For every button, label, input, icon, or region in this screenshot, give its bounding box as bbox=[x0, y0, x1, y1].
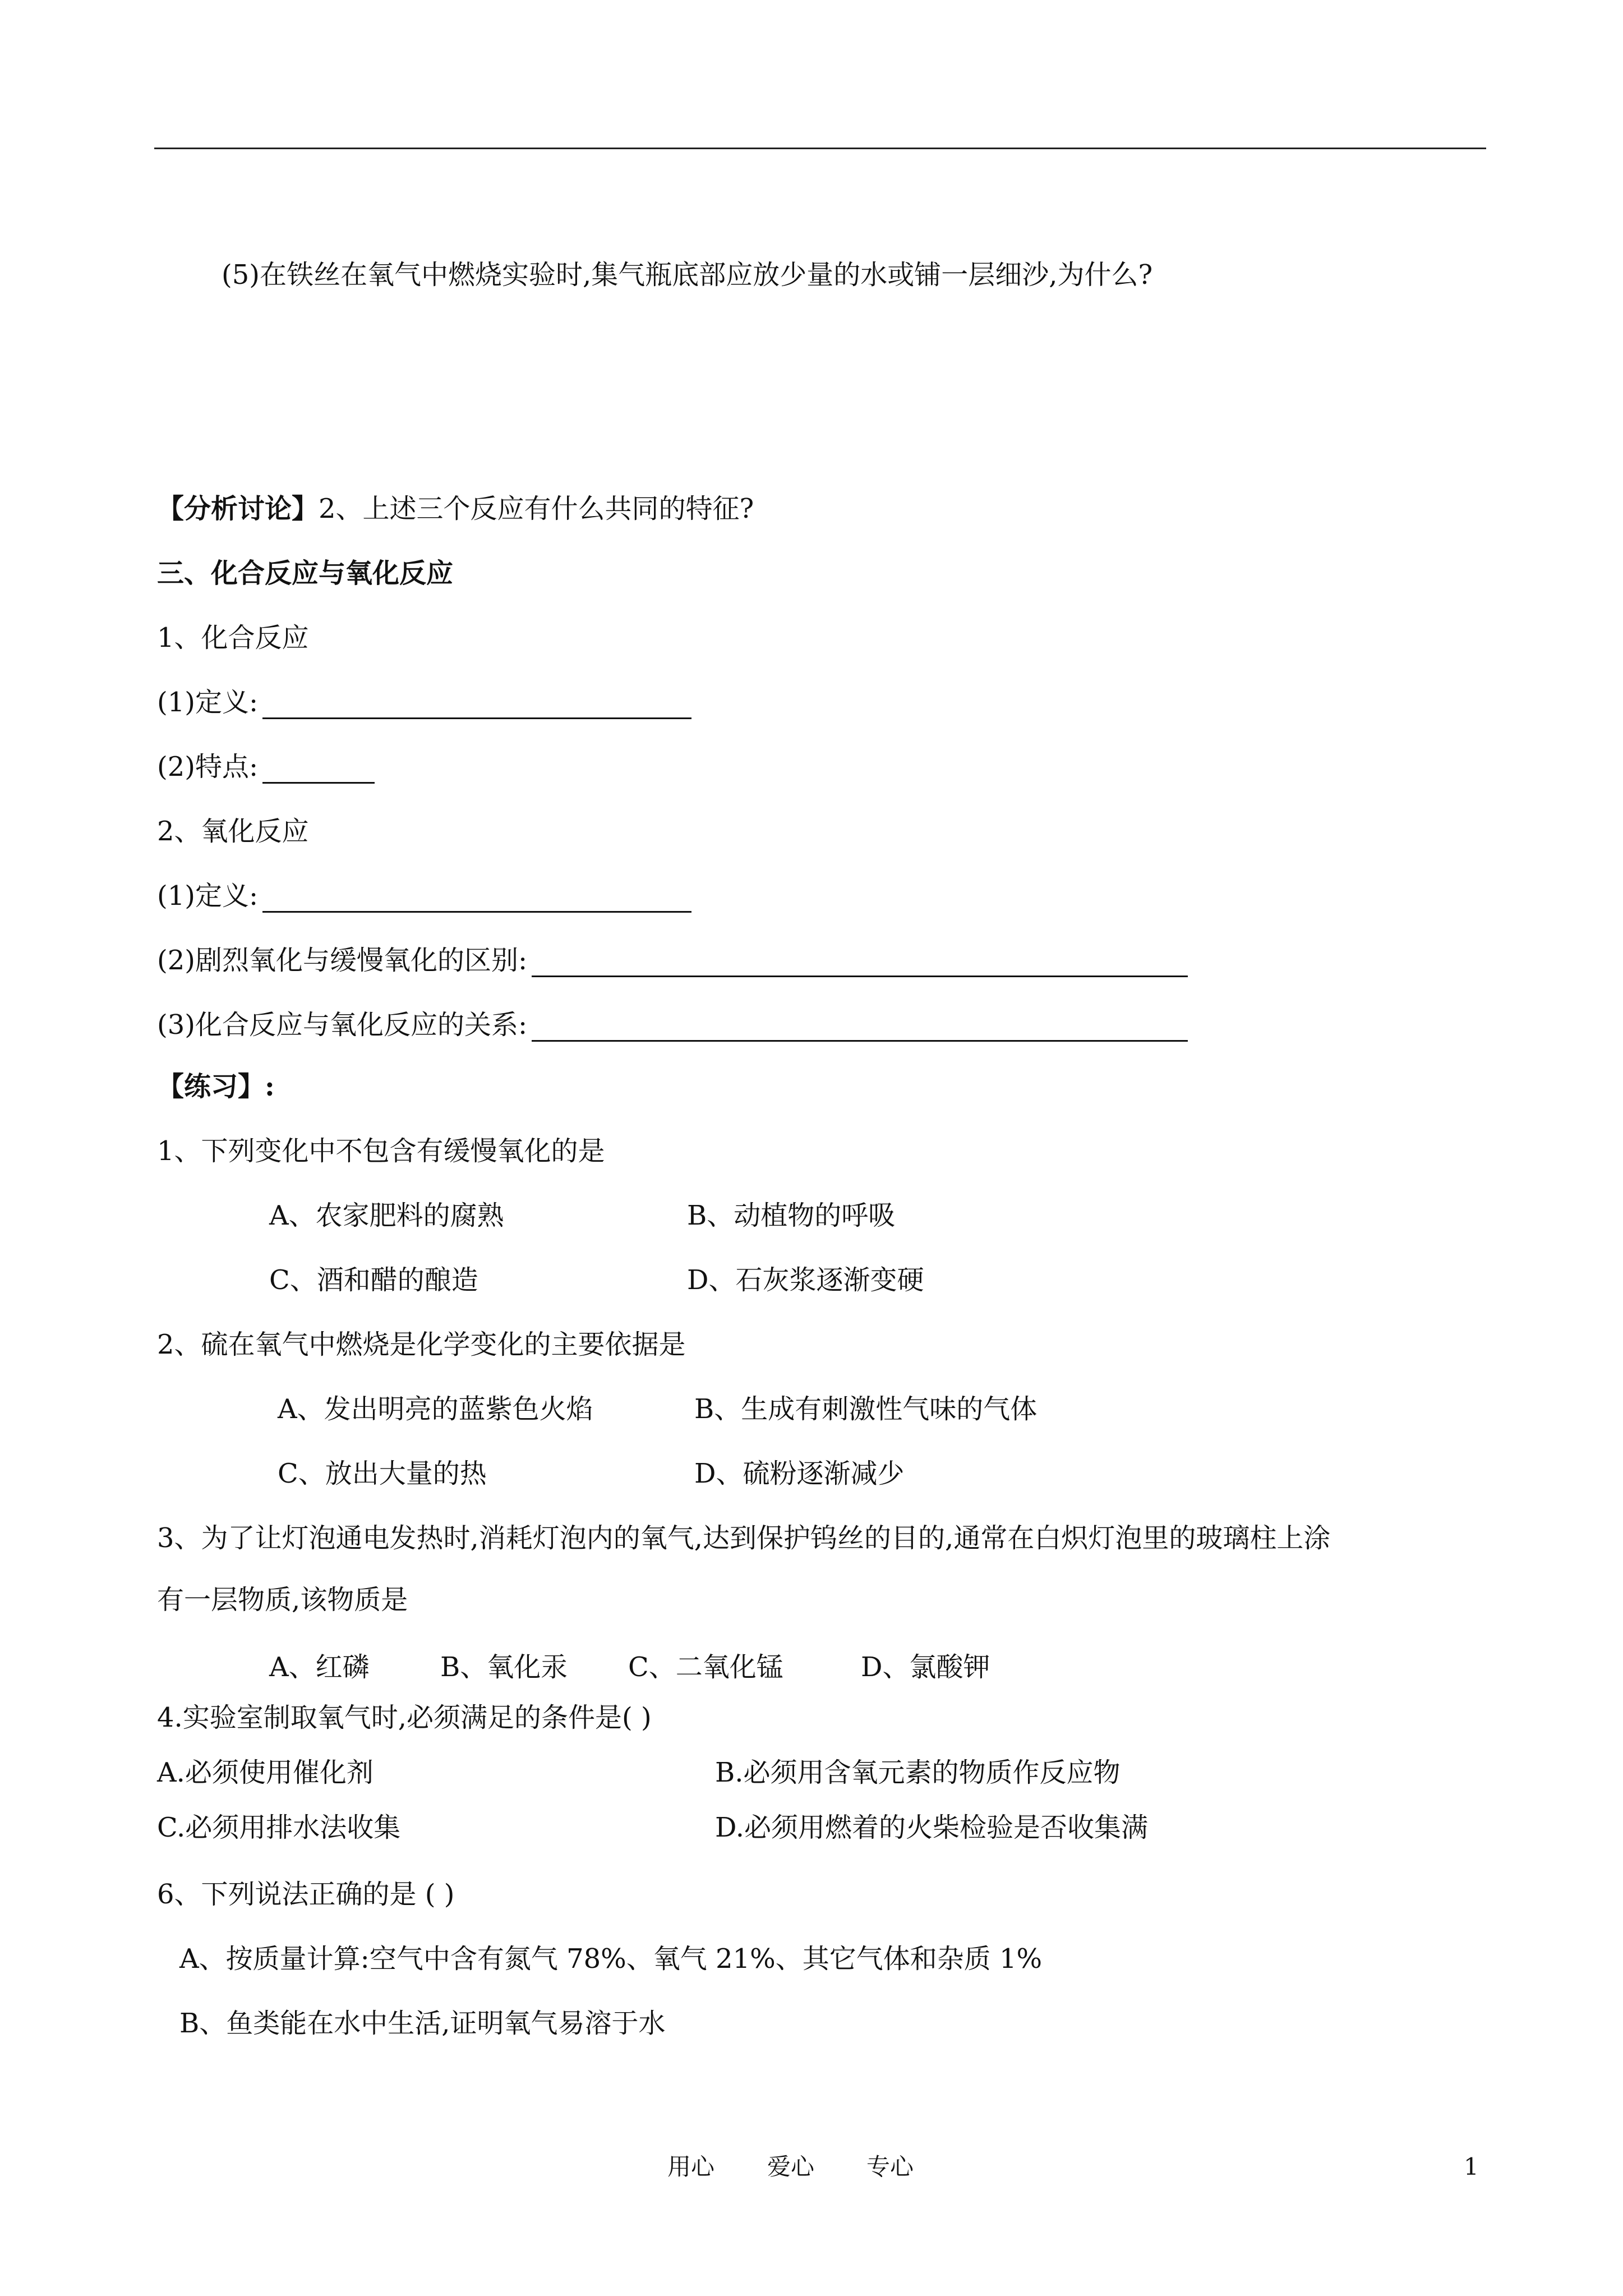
combination-definition-blank[interactable] bbox=[262, 691, 691, 719]
q6-option-a: A、按质量计算:空气中含有氮气 78%、氧气 21%、其它气体和杂质 1% bbox=[179, 1943, 1043, 1975]
footer-left: 用心 bbox=[667, 2153, 715, 2180]
combination-title: 1、化合反应 bbox=[157, 622, 309, 654]
footer-middle: 爱心 bbox=[767, 2153, 815, 2180]
header-rule bbox=[154, 148, 1486, 149]
combination-definition bbox=[157, 685, 691, 719]
q1-stem: 1、下列变化中不包含有缓慢氧化的是 bbox=[157, 1135, 605, 1167]
q2-option-d: D、硫粉逐渐减少 bbox=[694, 1458, 905, 1489]
q4-option-a: A.必须使用催化剂 bbox=[157, 1757, 374, 1788]
oxidation-definition-blank[interactable] bbox=[262, 884, 691, 913]
q3-stem-line1: 3、为了让灯泡通电发热时,消耗灯泡内的氧气,达到保护钨丝的目的,通常在白炽灯泡里的玻璃柱上涂 bbox=[157, 1522, 1331, 1554]
q3-stem-line2: 有一层物质,该物质是 bbox=[157, 1584, 408, 1616]
q6-stem: 6、下列说法正确的是 ( ) bbox=[157, 1879, 455, 1910]
q2-option-a: A、发出明亮的蓝紫色火焰 bbox=[278, 1393, 593, 1425]
q2-stem: 2、硫在氧气中燃烧是化学变化的主要依据是 bbox=[157, 1329, 686, 1360]
q4-option-b: B.必须用含氧元素的物质作反应物 bbox=[715, 1757, 1121, 1788]
footer-right: 专心 bbox=[866, 2153, 914, 2180]
oxidation-difference-blank[interactable] bbox=[532, 949, 1188, 977]
q3-option-c: C、二氧化锰 bbox=[628, 1651, 783, 1683]
page-number: 1 bbox=[1464, 2153, 1479, 2180]
q1-option-d: D、石灰浆逐渐变硬 bbox=[687, 1264, 924, 1296]
q6-option-b: B、鱼类能在水中生活,证明氧气易溶于水 bbox=[179, 2008, 666, 2039]
section-title: 三、化合反应与氧化反应 bbox=[157, 558, 454, 589]
oxidation-relation bbox=[157, 1008, 1188, 1042]
oxidation-relation-blank[interactable] bbox=[532, 1013, 1188, 1042]
q1-option-a: A、农家肥料的腐熟 bbox=[269, 1200, 504, 1231]
oxidation-title: 2、氧化反应 bbox=[157, 816, 309, 847]
discussion-label: 【分析讨论】 bbox=[157, 493, 319, 524]
combination-feature-blank[interactable] bbox=[262, 755, 375, 784]
q4-stem: 4.实验室制取氧气时,必须满足的条件是( ) bbox=[157, 1702, 652, 1733]
q2-option-b: B、生成有刺激性气味的气体 bbox=[694, 1393, 1038, 1425]
combination-feature bbox=[157, 750, 375, 784]
oxidation-definition-label: (1)定义: bbox=[157, 880, 259, 912]
q3-option-b: B、氧化汞 bbox=[440, 1651, 568, 1683]
combination-definition-label: (1)定义: bbox=[157, 687, 259, 718]
q3-option-a: A、红磷 bbox=[269, 1651, 370, 1683]
discussion-text: 2、上述三个反应有什么共同的特征? bbox=[319, 493, 754, 524]
oxidation-relation-label: (3)化合反应与氧化反应的关系: bbox=[157, 1009, 528, 1041]
q1-option-c: C、酒和醋的酿造 bbox=[269, 1264, 478, 1296]
question-5: (5)在铁丝在氧气中燃烧实验时,集气瓶底部应放少量的水或铺一层细沙,为什么? bbox=[222, 259, 1153, 291]
q4-option-d: D.必须用燃着的火柴检验是否收集满 bbox=[715, 1812, 1149, 1843]
combination-feature-label: (2)特点: bbox=[157, 751, 259, 783]
oxidation-definition bbox=[157, 879, 691, 913]
oxidation-difference bbox=[157, 944, 1188, 977]
q2-option-c: C、放出大量的热 bbox=[278, 1458, 487, 1489]
exercise-label: 【练习】: bbox=[157, 1071, 275, 1102]
q3-option-d: D、氯酸钾 bbox=[861, 1651, 990, 1683]
oxidation-difference-label: (2)剧烈氧化与缓慢氧化的区别: bbox=[157, 945, 528, 976]
q4-option-c: C.必须用排水法收集 bbox=[157, 1812, 401, 1843]
q1-option-b: B、动植物的呼吸 bbox=[687, 1200, 896, 1231]
discussion-line bbox=[157, 492, 754, 526]
